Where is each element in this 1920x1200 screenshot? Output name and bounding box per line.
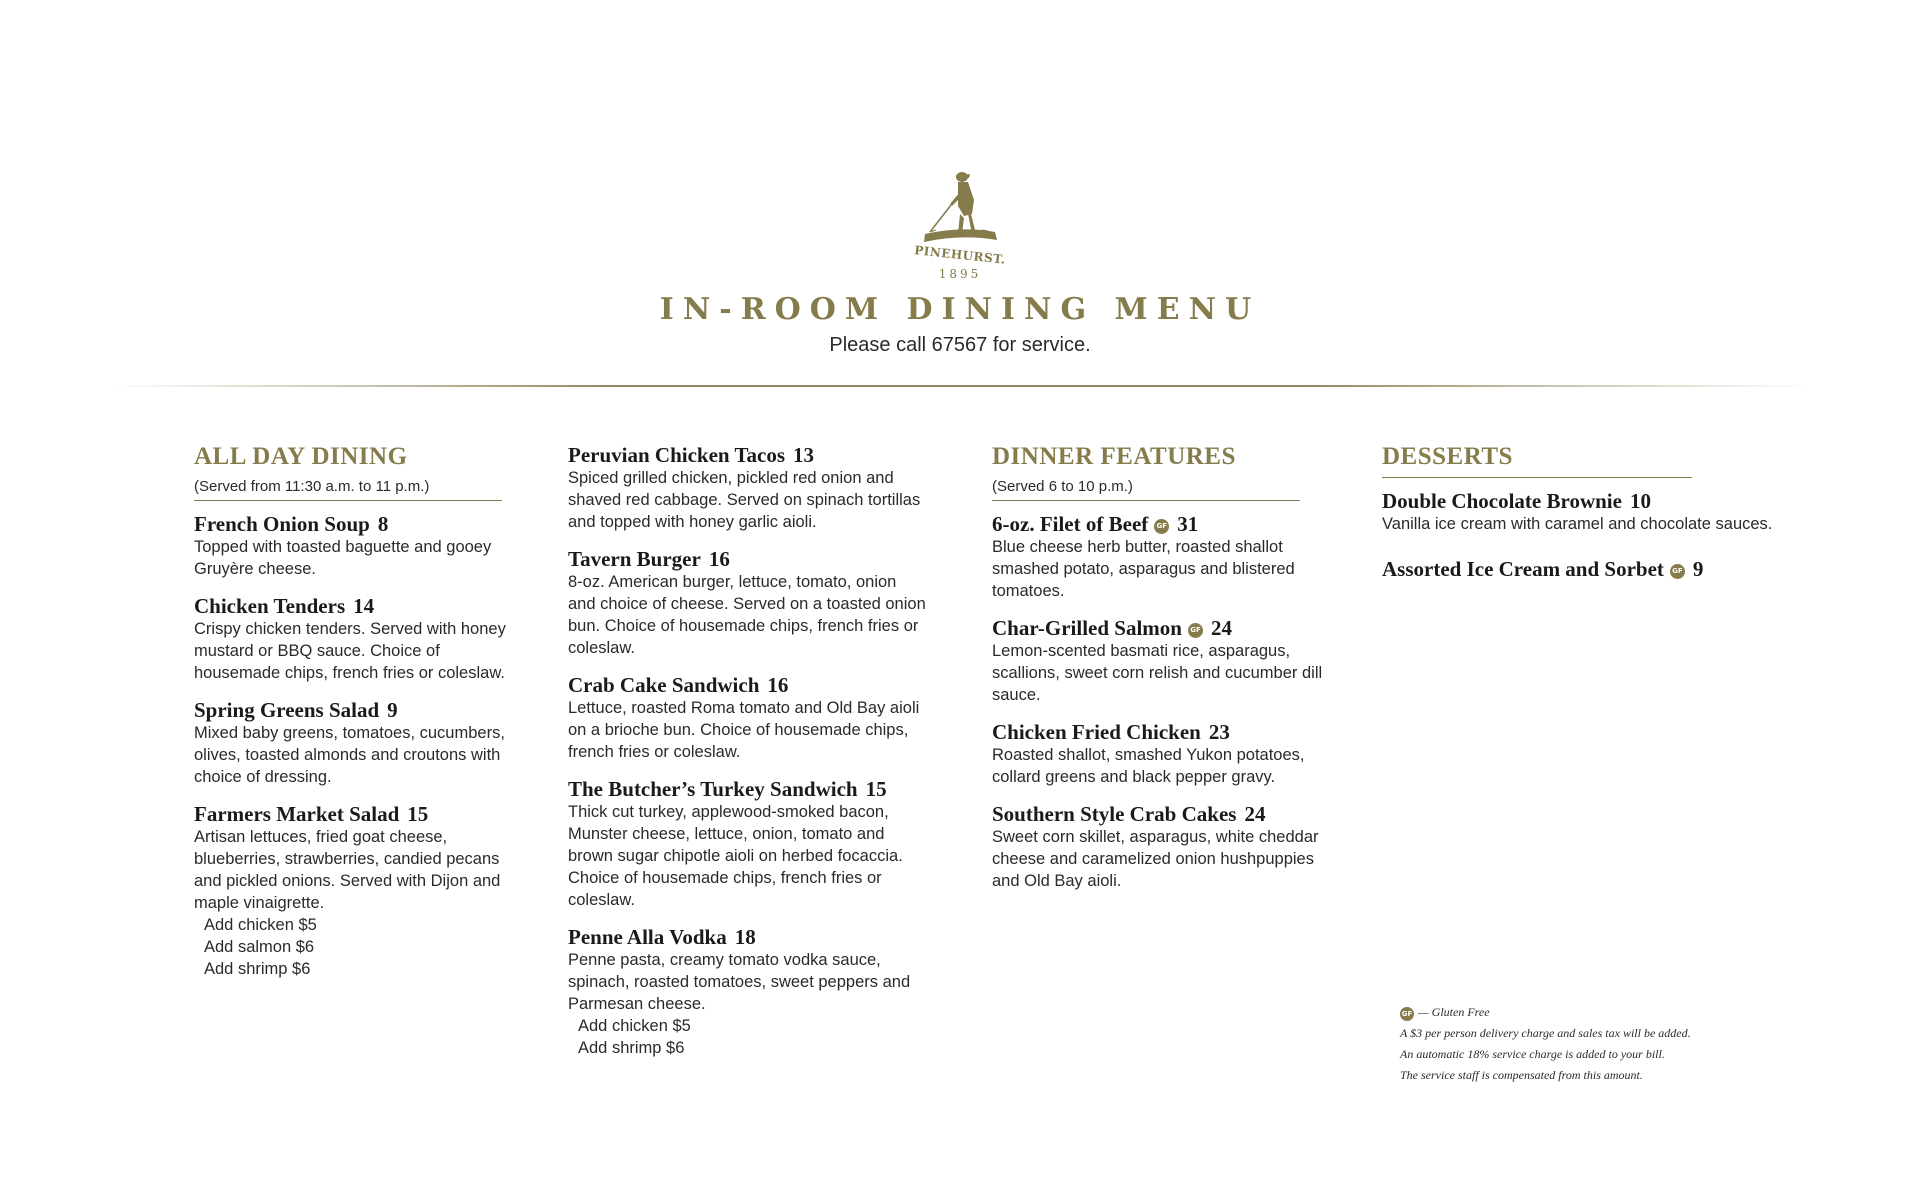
item-name: Chicken Fried Chicken [992,720,1201,744]
menu-item [194,802,514,980]
item-price: 31 [1177,512,1199,536]
item-price: 15 [865,777,887,801]
menu-item [568,925,928,1059]
gluten-free-legend-text: — Gluten Free [1418,1005,1490,1019]
menu-item [194,594,514,684]
item-price: 16 [767,673,789,697]
logo-year: 1895 [938,267,982,281]
menu-item [992,616,1332,706]
section-all-day-dining-continued [568,443,928,1073]
item-name: Char-Grilled Salmon [992,616,1182,640]
item-description: Spiced grilled chicken, pickled red onion and shaved red cabbage. Served on spinach tortillas and topped with honey garlic aioli. [568,469,921,531]
item-price: 24 [1210,616,1232,640]
gluten-free-icon: GF [1188,623,1203,638]
item-description: Crispy chicken tenders. Served with honey mustard or BBQ sauce. Choice of housemade chips, french fries or coleslaw. [194,620,506,682]
menu-item [992,802,1332,892]
item-description: 8-oz. American burger, lettuce, tomato, onion and choice of cheese. Served on a toasted onion bun. Choice of housemade chips, french fries or coleslaw. [568,573,926,657]
section-divider [194,500,502,501]
item-description: Roasted shallot, smashed Yukon potatoes, collard greens and black pepper gravy. [992,746,1305,786]
header-divider [110,385,1810,387]
page-subtitle: Please call 67567 for service. [829,334,1091,356]
section-note: (Served from 11:30 a.m. to 11 p.m.) [194,478,430,495]
logo-wordmark: PINEHURST. [913,243,1007,267]
item-name: Chicken Tenders [194,594,346,618]
item-price: 9 [387,698,398,722]
item-description: Lemon-scented basmati rice, asparagus, scallions, sweet corn relish and cucumber dill sauce. [992,642,1323,704]
menu-item [992,512,1332,602]
item-name: Southern Style Crab Cakes [992,802,1237,826]
item-name: Peruvian Chicken Tacos [568,443,786,467]
item-description: Penne pasta, creamy tomato vodka sauce, spinach, roasted tomatoes, sweet peppers and Parmesan cheese. [568,951,911,1013]
menu-item [568,443,928,533]
menu-item [992,720,1332,788]
staff-compensation-note: The service staff is compensated from this amount. [1400,1068,1643,1082]
item-name: Crab Cake Sandwich [568,673,760,697]
item-price: 18 [734,925,756,949]
item-description: Vanilla ice cream with caramel and chocolate sauces. [1382,515,1773,533]
gluten-free-icon: GF [1400,1007,1414,1021]
menu-item [568,777,928,911]
item-name: The Butcher’s Turkey Sandwich [568,777,858,801]
addon-option: Add shrimp $6 [578,1039,685,1057]
addon-option: Add chicken $5 [578,1017,691,1035]
section-title: DESSERTS [1382,443,1513,470]
item-name: 6-oz. Filet of Beef [992,512,1149,536]
item-price: 13 [793,443,815,467]
section-desserts [1382,443,1782,595]
item-price: 10 [1629,489,1651,513]
service-charge-note: An automatic 18% service charge is added to your bill. [1400,1047,1665,1061]
item-price: 16 [708,547,730,571]
item-price: 8 [377,512,389,536]
addon-option: Add shrimp $6 [204,960,311,978]
item-description: Blue cheese herb butter, roasted shallot smashed potato, asparagus and blistered tomatoes. [992,538,1295,600]
section-divider [992,500,1300,501]
section-note: (Served 6 to 10 p.m.) [992,478,1133,495]
menu-item [194,512,514,580]
gluten-free-legend [1400,1002,1780,1023]
pinehurst-logo [900,170,1020,288]
item-description: Mixed baby greens, tomatoes, cucumbers, olives, toasted almonds and croutons with choice of dressing. [194,724,505,786]
section-all-day-dining [194,443,514,994]
item-name: Tavern Burger [568,547,701,571]
item-name: Spring Greens Salad [194,698,380,722]
section-title: DINNER FEATURES [992,443,1236,470]
item-description: Lettuce, roasted Roma tomato and Old Bay aioli on a brioche bun. Choice of housemade chips, french fries or coleslaw. [568,699,920,761]
menu-item [568,547,928,659]
section-title: ALL DAY DINING [194,443,408,470]
item-price: 23 [1208,720,1230,744]
item-name: Double Chocolate Brownie [1382,489,1622,513]
item-price: 14 [353,594,375,618]
section-divider [1382,477,1692,478]
item-name: French Onion Soup [194,512,370,536]
item-name: Penne Alla Vodka [568,925,727,949]
gluten-free-icon: GF [1154,519,1169,534]
item-description: Thick cut turkey, applewood-smoked bacon, Munster cheese, lettuce, onion, tomato and brown sugar chipotle aioli on herbed focaccia. Choice of housemade chips, french fries or coleslaw. [568,803,903,909]
item-description: Sweet corn skillet, asparagus, white cheddar cheese and caramelized onion hushpuppies and Old Bay aioli. [992,828,1319,890]
page-title: IN-ROOM DINING MENU [659,292,1261,327]
footnotes [1400,1002,1780,1086]
gluten-free-icon: GF [1670,564,1685,579]
item-name: Assorted Ice Cream and Sorbet [1382,557,1664,581]
delivery-charge-note: A $3 per person delivery charge and sales tax will be added. [1400,1026,1691,1040]
menu-item [194,698,514,788]
item-name: Farmers Market Salad [194,802,400,826]
menu-item [1382,557,1782,581]
item-price: 15 [407,802,429,826]
menu-item [568,673,928,763]
item-description: Topped with toasted baguette and gooey Gruyère cheese. [194,538,492,578]
addon-option: Add chicken $5 [204,916,317,934]
addon-option: Add salmon $6 [204,938,315,956]
item-price: 9 [1692,557,1704,581]
menu-item [1382,489,1782,535]
item-description: Artisan lettuces, fried goat cheese, blueberries, strawberries, candied pecans and pickled onions. Served with Dijon and maple vinaigrette. [194,828,501,912]
item-price: 24 [1244,802,1266,826]
section-dinner-features [992,443,1332,906]
